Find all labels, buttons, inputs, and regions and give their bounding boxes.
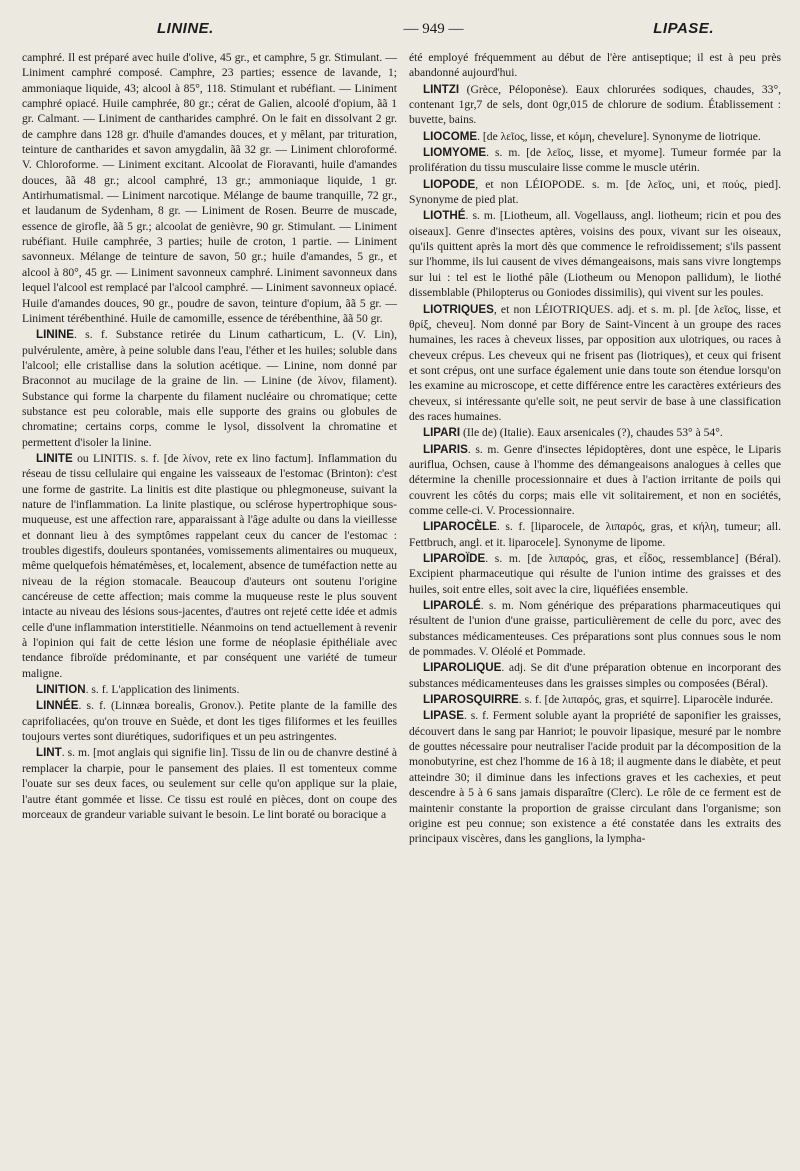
entry-term: LIPAROLIQUE [423,661,502,675]
left-column [22,50,397,848]
entry-term: LIPARIS [423,442,468,456]
right-column [409,50,781,848]
dictionary-entry [409,425,781,440]
dictionary-entry [409,208,781,300]
dictionary-entry [409,598,781,659]
entry-text: , et non LÉIOTRIQUES. adj. et s. m. pl. [de λεῖος, lisse, et θρίξ, cheveu]. Nom donné par Bory de Saint-Vincent à un groupe des races humaines, les races à cheveux lisses, par opposition aux ulotriques, ou races à cheveux crépus. Les cheveux qui ne frisent pas (liotriques), et ceux qui frisent et sont crépus, ont une surface également unie dans toute son étendue lorsqu'on les examine au microscope, et cette différence entre les caractères extérieurs des cheveux, si intéressante qu'elle soit, ne peut servir de base à une classification des races humaines. [409,302,781,423]
entry-term: LIPAROSQUIRRE [423,693,519,707]
dictionary-entry [22,451,397,681]
entry-text: été employé fréquemment au début de l'ère antiseptique; il est à peu près abandonné aujourd'hui. [409,51,781,80]
entry-text: . [de λεῖος, lisse, et κόμη, chevelure]. Synonyme de liotrique. [477,129,761,143]
dictionary-entry [409,177,781,208]
dictionary-entry [409,82,781,128]
dictionary-entry [22,682,397,697]
entry-text: . s. m. [Liotheum, all. Vogellauss, angl. liotheum; ricin et pou des oiseaux]. Genre d'insectes aptères, voisins des poux, vivant sur les oiseaux, qu'ils quittent après la mort dès que commence le refroidissement; s'ils passent sur l'homme, ils lui causent de vives démangeaisons, mais sans vivre longtemps sur lui : tel est le liothé pâle (Liotheum ou Menopon pallidum), le liothé dissemblable (Philopterus ou Goniodes dissimilis), qui vivent sur les poules. [409,209,781,300]
dictionary-entry [409,708,781,846]
entry-text: . s. f. Substance retirée du Linum catharticum, L. (V. Lin), pulvérulente, amère, à peine soluble dans l'eau, l'éther et les huiles; soluble dans l'alcool; elle cristallise dans la solution acétique. — Linine, nom donné par Braconnot au mucilage de la graine de lin. — Linine (de λίνον, filament). Substance qui forme la charpente du filament nucléaire ou chromatique; cette substance est peu colorable, mais elle supporte des grains ou globules de chromatine; certains corps, comme le lysol, dissolvent la chromatine et permettent d'isoler la linine. [22,328,397,449]
dictionary-entry [22,698,397,744]
entry-text: camphré. Il est préparé avec huile d'olive, 45 gr., et camphre, 5 gr. Stimulant. — Liniment camphré composé. Camphre, 23 parties; essence de lavande, 1; ammoniaque liquide, 43; alcool à 85°, 118. Stimulant et rubéfiant. — Liniment camphré opiacé. Huile camphrée, 80 gr.; cérat de Galien, alcoolé d'opium, ãã 1 gr. Calmant. — Liniment de cantharides camphré. On le fait en dissolvant 2 gr. de camphre dans 128 gr. d'huile d'amandes douces, et y mêlant, par trituration, teinture de cantharides et savon amygdalin, ãã 32 gr. — Liniment chloroformé. V. Chloroforme. — Liniment excitant. Alcoolat de Fioravanti, huile d'amandes douces, ãã 48 gr.; alcool camphré, 13 gr.; ammoniaque liquide, 1 gr. Antirhumatismal. — Liniment narcotique. Mélange de baume tranquille, 72 gr., et laudanum de Sydenham, 8 gr. — Liniment de Rosen. Beurre de muscade, essence de girofle, ãã 5 gr.; alcoolat de genièvre, 90 gr. Stimulant. — Liniment rubéfiant. Huile camphrée, 3 parties; huile de croton, 1 partie. — Liniment savonneux. Mélange de teinture de savon, 50 gr.; huile d'amandes, 5 gr., et alcool à 80°, 45 gr. — Liniment savonneux camphré. Liniment savonneux dans lequel l'alcool est remplacé par l'alcool camphré. — Liniment savonneux opiacé. Huile d'amandes douces, 90 gr., poudre de savon, teinture d'opium, ãã 5 gr. — Liniment térébenthiné. Huile de camomille, essence de térébenthine, ãã 50 gr. [22,51,397,325]
entry-term: LIOCOME [423,129,478,143]
entry-term: LIOPODE [423,177,476,191]
entry-text: . s. f. [de λιπαρός, gras, et squirre]. Liparocèle indurée. [518,693,774,707]
dictionary-entry [409,660,781,691]
dictionary-entry [409,551,781,597]
entry-term: LINITION [36,683,86,697]
entry-term: LIPASE [423,709,465,723]
dictionary-entry [409,692,781,707]
entry-text: (Ile de) (Italie). Eaux arsenicales (?), chaudes 53° à 54°. [460,426,723,440]
running-header [22,20,784,46]
entry-term: LINITE [36,451,73,465]
header-right-headword: LIPASE. [653,20,714,37]
entry-term: LIPAROÏDE [423,552,486,565]
dictionary-entry [22,327,397,450]
entry-text: . s. f. (Linnæa borealis, Gronov.). Petite plante de la famille des caprifoliacées, qu'on trouve en Suède, et dont les tiges filiformes et les feuilles toujours vertes sont diurétiques, sudorifiques et un peu astringentes. [22,699,397,744]
entry-term: LIOTHÉ [423,209,466,223]
entry-text: (Grèce, Péloponèse). Eaux chlorurées sodiques, chaudes, 33°, contenant 1gr,7 de sels, dont 0gr,015 de chlorure de sodium. Établissement : buvette, bains. [409,82,781,127]
page-number: — 949 — [403,21,464,37]
entry-text: . s. m. Genre d'insectes lépidoptères, dont une espèce, le Liparis auriflua, Ochsen, cause à l'homme des démangeaisons analogues à celles que détermine la chenille processionnaire et dues à l'action irritante de poils qui couvrent les côtés du corps; mais elle vit solitairement, et non en sociétés, comme celle-ci. V. Processionnaire. [409,442,781,517]
entry-text: . s. f. [liparocele, de λιπαρός, gras, et κήλη, tumeur; all. Fettbruch, angl. et it. liparocele]. Synonyme de lipome. [409,520,781,549]
header-left-headword: LININE. [157,20,214,37]
dictionary-entry [409,145,781,176]
dictionary-entry [409,442,781,519]
entry-text: . s. m. [mot anglais qui signifie lin]. Tissu de lin ou de chanvre destiné à remplacer la charpie, pour le pansement des plaies. Il est tomenteux comme l'ouate sur ses deux faces, ou seulement sur celle qu'on applique sur la plaie, l'autre étant gommée et lisse. Ce tissu est roulé en pièces, dont on coupe des morceaux de grandeur variable suivant le besoin. Le lint boraté ou boracique a [22,746,397,821]
entry-term: LINTZI [423,82,460,96]
entry-term: LIOTRIQUES [423,302,494,316]
entry-term: LIPAROLÉ [423,599,481,613]
entry-text: . s. m. [de λιπαρός, gras, et εἶδος, ressemblance] (Béral). Excipient pharmaceutique qui résulte de l'union intime des graisses et des huiles, soit entre elles, soit avec la cire, liquéfiées ensemble. [409,552,781,596]
entry-term: LIPARI [423,426,461,440]
entry-text: . s. f. Ferment soluble ayant la propriété de saponifier les graisses, découvert dans le sang par Hanriot; le pouvoir lipasique, mesuré par le nombre de gouttes nécessaire pour neutraliser l'acide produit par la décomposition de la monobutyrine, est chez l'homme de 16 à 18; il augmente dans le diabète, et peut atteindre 30; il diminue dans les infections graves et les cachexies, et peut descendre à 5 à 6 sans jamais disparaître (Clerc). Le rôle de ce ferment est de maintenir constante la proportion de graisse circulant dans l'organisme; son origine est peu connue; son existence a été constatée dans les extraits des principaux viscères, dans les ganglions, la lympha- [409,709,781,846]
entry-term: LINNÉE [36,699,79,713]
dictionary-entry [22,745,397,822]
entry-term: LINT [36,746,62,760]
entry-text: . s. m. [de λεῖος, lisse, et myome]. Tumeur formée par la prolifération du tissu musculaire lisse comme le muscle utérin. [409,146,781,175]
entry-text: ou LINITIS. s. f. [de λίνον, rete ex lino factum]. Inflammation du réseau de tissu cellulaire qui engaine les vaisseaux de l'estomac (Brinton): c'est une forme de gastrite. La linitis est dite plastique ou phlegmoneuse, suivant la nature de l'inflammation. La linite plastique, ou sclérose hypertrophique sous-muqueuse, est une affection rare, apparaissant à l'âge adulte ou dans la vieillesse et donnant lieu à des symptômes rappelant ceux du cancer de l'estomac : troubles digestifs, douleurs spontanées, vomissements alimentaires ou muqueux, même quelquefois hématémèses, et, localement, absence de tuméfaction nette au niveau de la région stomacale. Beaucoup d'auteurs ont soutenu l'origine cancéreuse de cette affection; mais comme la muqueuse reste le plus souvent intacte au niveau des lésions sous-jacentes, d'autres ont rejeté cette idée et admis celle d'une inflammation interstitielle. Néanmoins on tend actuellement à revenir à l'opinion qui fait de cette lésion une forme de néoplasie épithéliale avec tendance fibroïde prédominante, et par conséquent une variété de tumeur maligne. [22,451,397,680]
dictionary-entry [409,519,781,550]
text-columns [22,50,784,848]
entry-text: . s. f. L'application des liniments. [85,683,240,697]
entry-term: LIPAROCÈLE [423,520,497,534]
dictionary-entry [409,50,781,81]
dictionary-entry [409,129,781,144]
dictionary-entry [22,50,397,326]
entry-text: . adj. Se dit d'une préparation obtenue en incorporant des substances médicamenteuses dans les graisses simples ou composées (Béral). [409,661,781,690]
entry-text: , et non LÉIOPODE. s. m. [de λεῖος, uni, et πούς, pied]. Synonyme de pied plat. [409,177,781,207]
entry-term: LININE [36,328,75,342]
entry-term: LIOMYOME [423,146,487,160]
entry-text: . s. m. Nom générique des préparations pharmaceutiques qui résultent de l'union d'une graisse, particulièrement de celle du porc, avec des substances médicamenteuses. Ces préparations sont plus connues sous le nom de pommades. V. Oléolé et Pommade. [409,599,781,659]
dictionary-entry [409,302,781,425]
